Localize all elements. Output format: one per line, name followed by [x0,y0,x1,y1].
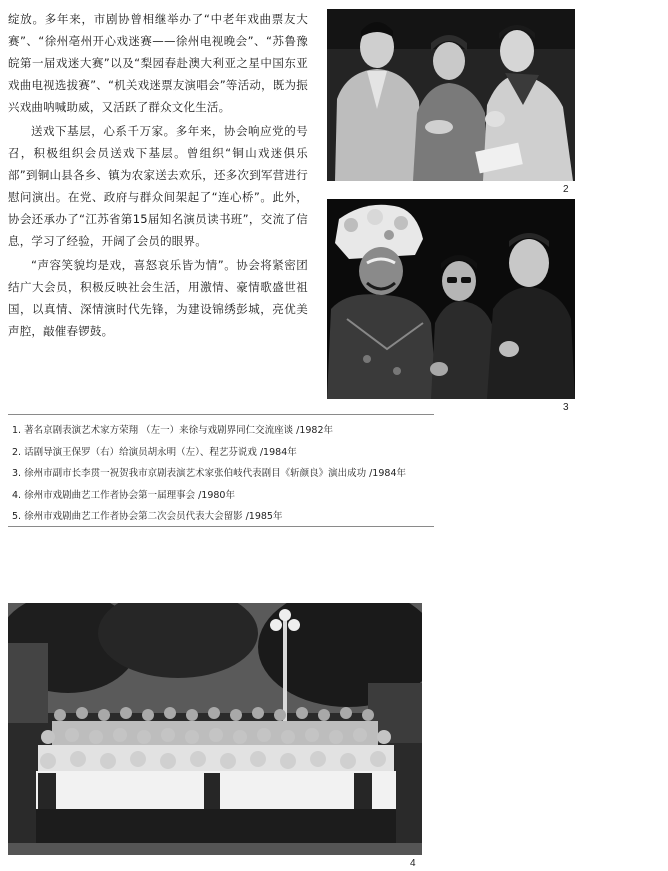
caption-item: 2. 话剧导演王保罗（右）给演员胡永明（左）、程艺芬说戏 /1984年 [12,446,297,458]
caption-item: 3. 徐州市副市长李贯一祝贺我市京剧表演艺术家张伯岐代表剧目《斩颜良》演出成功 /1984年 [12,468,406,479]
caption-item: 5. 徐州市戏剧曲艺工作者协会第二次会员代表大会留影 /1985年 [12,511,283,522]
caption-top-rule [8,414,434,415]
photo-opera-performer [327,199,575,399]
article-paragraph: 绽放。多年来，市剧协曾相继举办了“中老年戏曲票友大赛”、“徐州亳州开心戏迷赛——徐州电视晚会”、“苏鲁豫皖第一届戏迷大赛”以及“梨园春赴澳大利亚之星中国东亚戏曲电视选拔赛”、“机关戏迷票友演唱会”等活动，既为振兴戏曲呐喊助威，又活跃了群众文化生活。 [8,12,308,114]
article-body [8,8,308,344]
photo-group-portrait [8,603,422,855]
article-paragraph: “声容笑貌均是戏，喜怒哀乐皆为情”。协会将紧密团结广大会员，积极反映社会生活，用激情、豪情歌盛世祖国，以真情、深情演时代先锋，为建设锦绣彭城，亮优美声腔，敲催春锣鼓。 [8,258,308,338]
photo-number: 2 [563,184,569,195]
photo-rehearsal-discussion [327,9,575,181]
article-paragraph: 送戏下基层，心系千万家。多年来，协会响应党的号召，积极组织会员送戏下基层。曾组织“铜山戏迷俱乐部”到铜山县各乡、镇为农家送去欢乐，还多次到军营进行慰问演出。在党、政府与群众间架起了“连心桥”。此外，协会还承办了“江苏省第15届知名演员读书班”，交流了信息，学习了经验，开阔了会员的眼界。 [8,124,308,248]
caption-bottom-rule [8,526,434,527]
caption-list [12,420,442,528]
caption-item: 1. 著名京剧表演艺术家方荣翔 （左一）来徐与戏剧界同仁交流座谈 /1982年 [12,425,334,436]
caption-item: 4. 徐州市戏剧曲艺工作者协会第一届理事会 /1980年 [12,489,235,501]
photo-number: 3 [563,402,569,413]
photo-number: 4 [410,858,416,869]
